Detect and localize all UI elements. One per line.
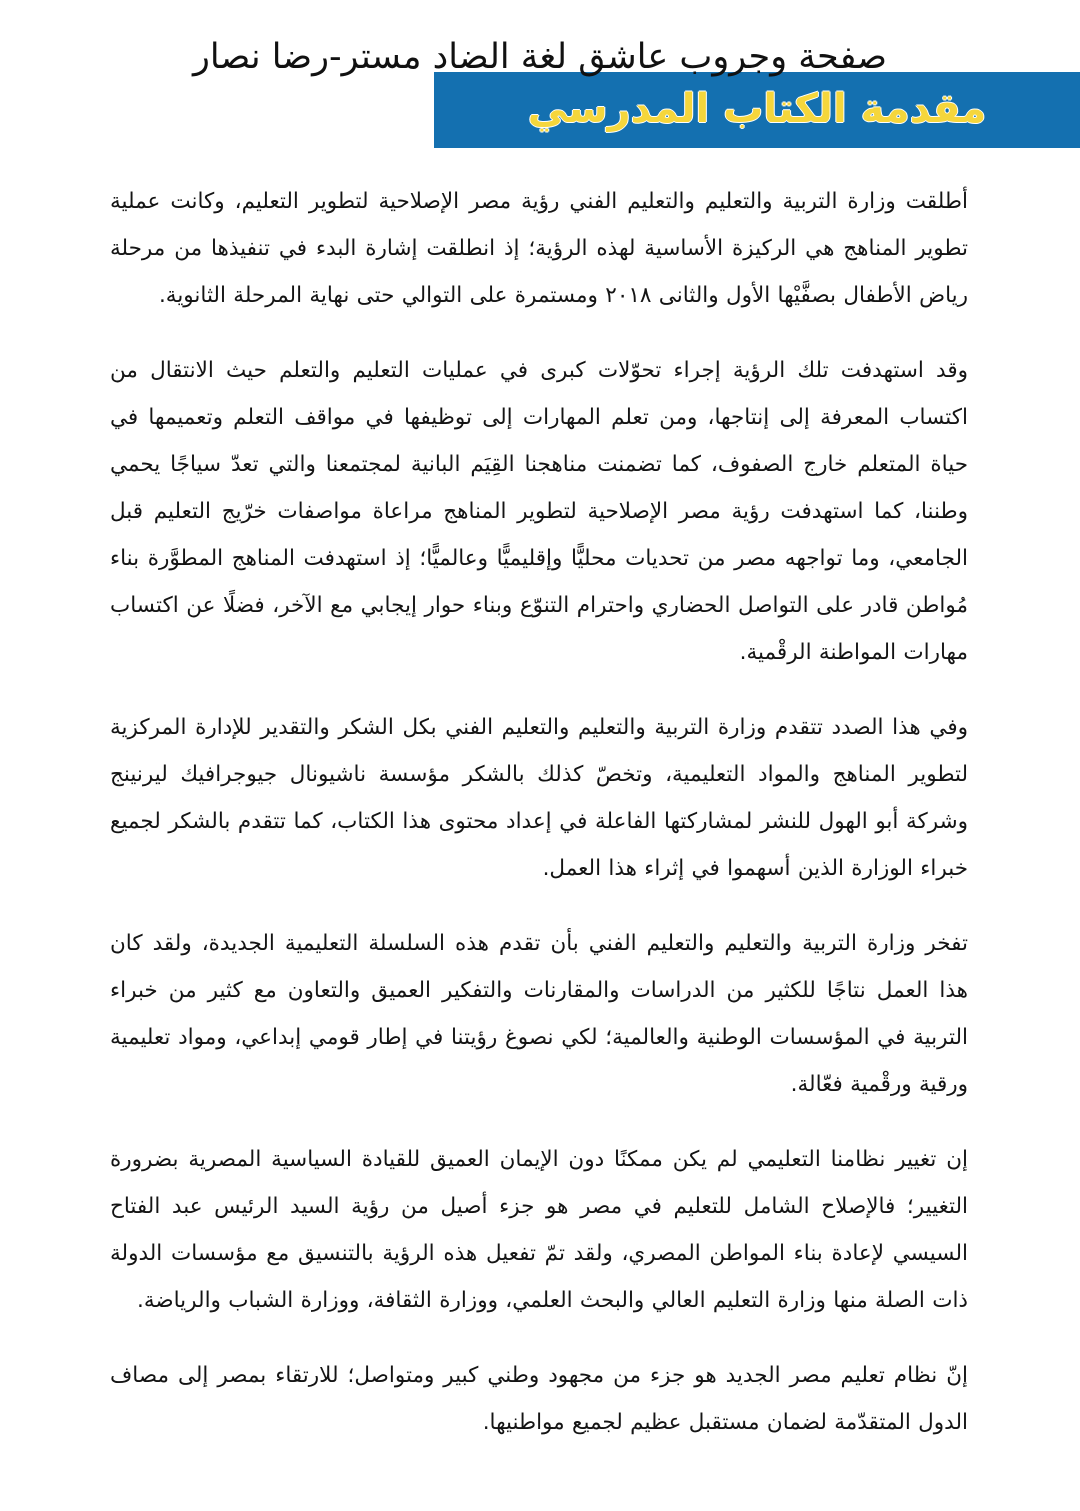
page-title: مقدمة الكتاب المدرسي <box>527 86 987 133</box>
paragraph: تفخر وزارة التربية والتعليم والتعليم الفني بأن تقدم هذه السلسلة التعليمية الجديدة، ولقد كان هذا العمل نتاجًا للكثير من الدراسات والمقارنات والتفكير العميق والتعاون مع كثير من خبراء التربية في المؤسسات الوطنية والعالمية؛ لكي نصوغ رؤيتنا في إطار قومي إبداعي، ومواد تعليمية ورقية ورقْمية فعّالة. <box>110 931 968 1097</box>
document-body <box>110 178 968 1446</box>
paragraph: إنّ نظام تعليم مصر الجديد هو جزء من مجهود وطني كبير ومتواصل؛ للارتقاء بمصر إلى مصاف الدول المتقدّمة لضمان مستقبل عظيم لجميع مواطنيها. <box>110 1363 968 1435</box>
paragraph: وفي هذا الصدد تتقدم وزارة التربية والتعليم والتعليم الفني بكل الشكر والتقدير للإدارة المركزية لتطوير المناهج والمواد التعليمية، وتخصّ كذلك بالشكر مؤسسة ناشيونال جيوجرافيك ليرنينج وشركة أبو الهول للنشر لمشاركتها الفاعلة في إعداد محتوى هذا الكتاب، كما تتقدم بالشكر لجميع خبراء الوزارة الذين أسهموا في إثراء هذا العمل. <box>110 715 968 881</box>
paragraph: إن تغيير نظامنا التعليمي لم يكن ممكنًا دون الإيمان العميق للقيادة السياسية المصرية بضرورة التغيير؛ فالإصلاح الشامل للتعليم في مصر هو جزء أصيل من رؤية السيد الرئيس عبد الفتاح السيسي لإعادة بناء المواطن المصري، ولقد تمّ تفعيل هذه الرؤية بالتنسيق مع مؤسسات الدولة ذات الصلة منها وزارة التعليم العالي والبحث العلمي، ووزارة الثقافة، ووزارة الشباب والرياضة. <box>110 1147 968 1313</box>
watermark-overlay <box>0 38 1080 77</box>
page-header <box>0 0 1080 165</box>
watermark-text: صفحة وجروب عاشق لغة الضاد مستر-رضا نصار <box>192 37 888 77</box>
title-banner <box>434 72 1080 148</box>
paragraph: وقد استهدفت تلك الرؤية إجراء تحوّلات كبرى في عمليات التعليم والتعلم حيث الانتقال من اكتساب المعرفة إلى إنتاجها، ومن تعلم المهارات إلى توظيفها في مواقف التعلم وتعميمها في حياة المتعلم خارج الصفوف، كما تضمنت مناهجنا القِيَم البانية لمجتمعنا والتي تعدّ سياجًا يحمي وطننا، كما استهدفت رؤية مصر الإصلاحية لتطوير المناهج مراعاة مواصفات خرّيج التعليم قبل الجامعي، وما تواجهه مصر من تحديات محليًّا وإقليميًّا وعالميًّا؛ إذ استهدفت المناهج المطوَّرة بناء مُواطن قادر على التواصل الحضاري واحترام التنوّع وبناء حوار إيجابي مع الآخر، فضلًا عن اكتساب مهارات المواطنة الرقْمية. <box>110 358 968 665</box>
paragraph: أطلقت وزارة التربية والتعليم والتعليم الفني رؤية مصر الإصلاحية لتطوير التعليم، وكانت عملية تطوير المناهج هي الركيزة الأساسية لهذه الرؤية؛ إذ انطلقت إشارة البدء في تنفيذها من مرحلة رياض الأطفال بصفَّيْها الأول والثانى ٢٠١٨ ومستمرة على التوالي حتى نهاية المرحلة الثانوية. <box>110 189 968 308</box>
